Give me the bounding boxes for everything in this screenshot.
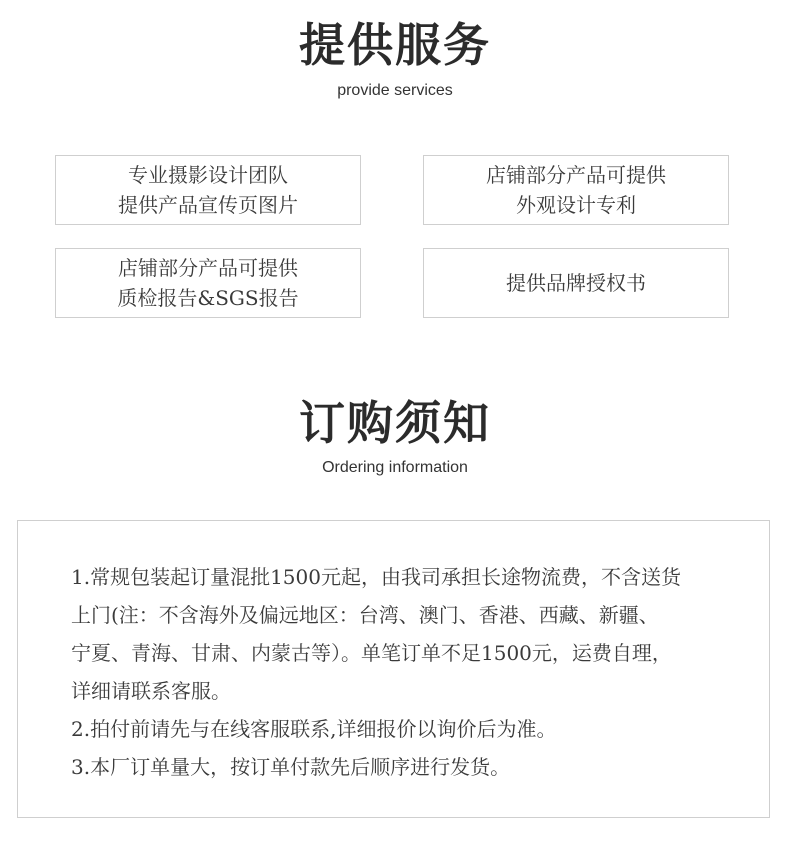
service-line: 提供品牌授权书 bbox=[506, 271, 646, 295]
service-line: 店铺部分产品可提供 bbox=[118, 256, 298, 280]
services-subtitle: provide services bbox=[337, 82, 453, 99]
service-line: 店铺部分产品可提供 bbox=[486, 163, 666, 187]
service-line: 专业摄影设计团队 bbox=[128, 163, 288, 187]
service-box-photography bbox=[55, 155, 361, 225]
notice-line: 2.拍付前请先与在线客服联系,详细报价以询价后为准。 bbox=[71, 717, 557, 741]
notice-line: 3.本厂订单量大，按订单付款先后顺序进行发货。 bbox=[71, 755, 511, 779]
service-line: 质检报告&SGS报告 bbox=[117, 286, 299, 310]
notice-line: 上门(注：不含海外及偏远地区：台湾、澳门、香港、西藏、新疆、 bbox=[71, 603, 659, 627]
notice-line: 宁夏、青海、甘肃、内蒙古等）。单笔订单不足1500元，运费自理， bbox=[71, 641, 672, 665]
ordering-notice-box bbox=[17, 520, 770, 818]
service-box-brand-authorization bbox=[423, 248, 729, 318]
service-box-quality-report bbox=[55, 248, 361, 318]
service-line: 外观设计专利 bbox=[516, 193, 636, 217]
notice-line: 1.常规包装起订量混批1500元起，由我司承担长途物流费，不含送货 bbox=[71, 565, 681, 589]
service-line: 提供产品宣传页图片 bbox=[118, 193, 298, 217]
ordering-title: 订购须知 bbox=[299, 396, 491, 450]
services-title: 提供服务 bbox=[299, 18, 491, 72]
service-box-design-patent bbox=[423, 155, 729, 225]
notice-line: 详细请联系客服。 bbox=[71, 679, 231, 703]
ordering-subtitle: Ordering information bbox=[322, 459, 468, 476]
